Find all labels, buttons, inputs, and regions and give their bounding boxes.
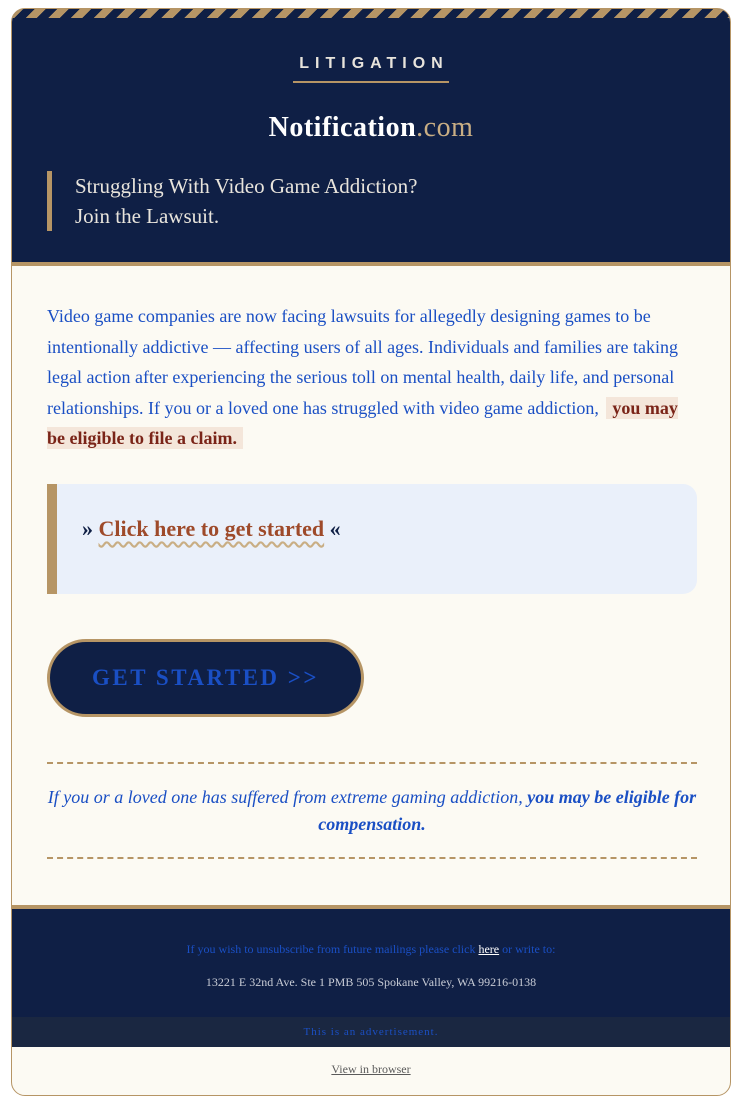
brand-tld: .com (416, 112, 474, 143)
email-header (12, 9, 730, 266)
body-paragraph (47, 301, 697, 454)
unsubscribe-suffix: or write to: (502, 942, 556, 956)
eligibility-highlight: you may be eligible to file a claim. (47, 397, 678, 448)
cta-callout (47, 484, 697, 594)
tagline-line-2: Join the Lawsuit. (75, 204, 220, 228)
unsubscribe-text: If you wish to unsubscribe from future mailings please click (186, 942, 476, 956)
unsubscribe-line (12, 942, 730, 957)
advertisement-notice: This is an advertisement. (12, 1017, 730, 1047)
brand-name: Notification (268, 112, 417, 143)
notice-text: If you or a loved one has suffered from extreme gaming addiction, (47, 787, 523, 807)
unsubscribe-link[interactable]: here (478, 942, 500, 956)
tagline-line-1: Struggling With Video Game Addiction? (75, 174, 418, 198)
cta-line (82, 516, 341, 542)
paragraph-text: Video game companies are now facing lawsuits for allegedly designing games to be intentionally addictive — affecting users of all ages. Individuals and families are taking legal action after experiencing the serious toll on mental health, daily life, and personal relationships. If you or a loved one has struggled with video game addiction, (47, 306, 678, 418)
view-in-browser-link[interactable]: View in browser (331, 1062, 411, 1076)
compensation-notice (47, 762, 697, 859)
brand-logo (12, 112, 730, 144)
tagline (47, 171, 417, 231)
notice-bold: you may be eligible for compensation. (318, 787, 697, 834)
get-started-link[interactable]: Click here to get started (98, 516, 325, 541)
email-card (11, 8, 731, 1096)
eyebrow-label (12, 55, 730, 83)
decorative-stripe (12, 9, 730, 18)
eyebrow-text: LITIGATION (293, 55, 448, 83)
cta-prefix: » (82, 516, 93, 541)
view-in-browser (12, 1062, 730, 1077)
mailing-address: 13221 E 32nd Ave. Ste 1 PMB 505 Spokane Valley, WA 99216-0138 (205, 975, 537, 989)
cta-suffix: « (329, 516, 341, 541)
get-started-button[interactable]: GET STARTED >> (47, 639, 364, 717)
email-footer (12, 905, 730, 1021)
